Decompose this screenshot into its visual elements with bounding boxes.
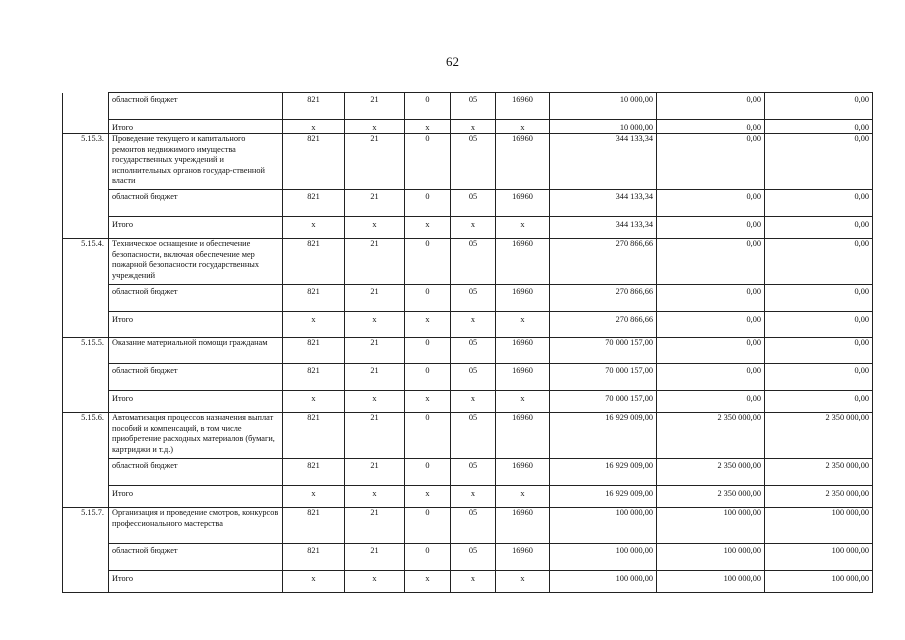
row-name: Итого	[109, 391, 283, 413]
amount-3: 2 350 000,00	[765, 459, 873, 486]
code-section: 21	[345, 239, 405, 285]
amount-2: 0,00	[657, 391, 765, 413]
code-subsection: x	[405, 391, 451, 413]
code-subsection: x	[405, 486, 451, 508]
table-row-total	[63, 571, 873, 593]
code-program: x	[451, 571, 496, 593]
code-subsection: x	[405, 312, 451, 338]
row-number	[63, 391, 109, 413]
code-subsection: x	[405, 120, 451, 134]
code-program: 05	[451, 364, 496, 391]
code-target: 16960	[496, 544, 550, 571]
budget-table	[62, 92, 873, 593]
row-number	[63, 93, 109, 120]
code-section: x	[345, 217, 405, 239]
code-subsection: 0	[405, 93, 451, 120]
code-ministry: 821	[283, 93, 345, 120]
code-program: x	[451, 486, 496, 508]
amount-3: 0,00	[765, 93, 873, 120]
row-name: областной бюджет	[109, 459, 283, 486]
page-number: 62	[446, 54, 459, 69]
amount-3: 0,00	[765, 391, 873, 413]
code-subsection: x	[405, 571, 451, 593]
code-program: x	[451, 312, 496, 338]
amount-2: 0,00	[657, 134, 765, 190]
table-row-regional-budget	[63, 93, 873, 120]
amount-2: 0,00	[657, 217, 765, 239]
code-target: x	[496, 486, 550, 508]
table-body	[63, 93, 873, 593]
code-program: 05	[451, 508, 496, 544]
amount-3: 2 350 000,00	[765, 486, 873, 508]
code-target: 16960	[496, 190, 550, 217]
code-program: 05	[451, 338, 496, 364]
code-target: 16960	[496, 508, 550, 544]
code-program: 05	[451, 413, 496, 459]
amount-1: 270 866,66	[550, 285, 657, 312]
row-number	[63, 120, 109, 134]
row-number	[63, 312, 109, 338]
code-subsection: 0	[405, 413, 451, 459]
code-target: x	[496, 312, 550, 338]
code-program: 05	[451, 190, 496, 217]
amount-3: 0,00	[765, 364, 873, 391]
amount-3: 2 350 000,00	[765, 413, 873, 459]
code-program: 05	[451, 134, 496, 190]
amount-2: 2 350 000,00	[657, 413, 765, 459]
code-ministry: 821	[283, 413, 345, 459]
row-name: областной бюджет	[109, 544, 283, 571]
amount-3: 0,00	[765, 338, 873, 364]
amount-2: 0,00	[657, 190, 765, 217]
row-number: 5.15.6.	[63, 413, 109, 459]
code-subsection: 0	[405, 364, 451, 391]
amount-3: 0,00	[765, 120, 873, 134]
code-section: 21	[345, 190, 405, 217]
code-ministry: 821	[283, 190, 345, 217]
code-section: 21	[345, 544, 405, 571]
code-program: x	[451, 391, 496, 413]
code-program: 05	[451, 239, 496, 285]
row-number: 5.15.3.	[63, 134, 109, 190]
amount-1: 100 000,00	[550, 571, 657, 593]
row-name: Организация и проведение смотров, конкурсов профессионального мастерства	[109, 508, 283, 544]
amount-1: 344 133,34	[550, 217, 657, 239]
row-name: Итого	[109, 217, 283, 239]
code-section: 21	[345, 338, 405, 364]
table-row-item	[63, 508, 873, 544]
table-row-total	[63, 486, 873, 508]
code-section: x	[345, 120, 405, 134]
code-section: 21	[345, 508, 405, 544]
code-target: 16960	[496, 459, 550, 486]
row-number	[63, 217, 109, 239]
amount-2: 100 000,00	[657, 508, 765, 544]
code-program: x	[451, 217, 496, 239]
code-ministry: 821	[283, 285, 345, 312]
amount-3: 0,00	[765, 134, 873, 190]
table-row-total	[63, 312, 873, 338]
code-subsection: 0	[405, 134, 451, 190]
table-row-total	[63, 391, 873, 413]
amount-2: 0,00	[657, 364, 765, 391]
table-row-total	[63, 217, 873, 239]
table-row-regional-budget	[63, 190, 873, 217]
row-name: Автоматизация процессов назначения выплат пособий и компенсаций, в том числе приобретение расходных материалов (бумаги, картриджи и т.д.)	[109, 413, 283, 459]
code-subsection: 0	[405, 285, 451, 312]
amount-1: 70 000 157,00	[550, 338, 657, 364]
code-section: x	[345, 486, 405, 508]
amount-3: 100 000,00	[765, 508, 873, 544]
code-ministry: x	[283, 217, 345, 239]
code-section: x	[345, 391, 405, 413]
amount-1: 10 000,00	[550, 120, 657, 134]
amount-1: 344 133,34	[550, 134, 657, 190]
code-section: x	[345, 571, 405, 593]
amount-3: 0,00	[765, 285, 873, 312]
code-section: 21	[345, 285, 405, 312]
row-number	[63, 285, 109, 312]
amount-3: 100 000,00	[765, 571, 873, 593]
row-number	[63, 486, 109, 508]
row-name: Оказание материальной помощи гражданам	[109, 338, 283, 364]
code-subsection: 0	[405, 544, 451, 571]
table-row-item	[63, 134, 873, 190]
code-target: x	[496, 391, 550, 413]
row-number: 5.15.5.	[63, 338, 109, 364]
code-ministry: 821	[283, 364, 345, 391]
code-ministry: x	[283, 391, 345, 413]
amount-1: 70 000 157,00	[550, 364, 657, 391]
amount-1: 344 133,34	[550, 190, 657, 217]
code-ministry: 821	[283, 338, 345, 364]
code-target: x	[496, 120, 550, 134]
row-name: областной бюджет	[109, 285, 283, 312]
row-number	[63, 364, 109, 391]
code-section: 21	[345, 93, 405, 120]
code-target: 16960	[496, 338, 550, 364]
amount-1: 100 000,00	[550, 544, 657, 571]
code-section: 21	[345, 364, 405, 391]
amount-1: 10 000,00	[550, 93, 657, 120]
row-number	[63, 459, 109, 486]
row-name: Итого	[109, 312, 283, 338]
code-subsection: x	[405, 217, 451, 239]
amount-3: 0,00	[765, 190, 873, 217]
code-program: 05	[451, 544, 496, 571]
amount-1: 16 929 009,00	[550, 486, 657, 508]
code-program: x	[451, 120, 496, 134]
row-name: Итого	[109, 486, 283, 508]
code-ministry: 821	[283, 508, 345, 544]
row-number	[63, 544, 109, 571]
amount-2: 0,00	[657, 120, 765, 134]
amount-2: 0,00	[657, 93, 765, 120]
row-name: Техническое оснащение и обеспечение безопасности, включая обеспечение мер пожарной безопасности государственных учреждений	[109, 239, 283, 285]
amount-2: 0,00	[657, 239, 765, 285]
code-ministry: x	[283, 120, 345, 134]
table-row-total	[63, 120, 873, 134]
code-subsection: 0	[405, 459, 451, 486]
code-target: 16960	[496, 134, 550, 190]
code-target: 16960	[496, 93, 550, 120]
amount-2: 0,00	[657, 338, 765, 364]
amount-3: 0,00	[765, 217, 873, 239]
code-subsection: 0	[405, 190, 451, 217]
code-target: 16960	[496, 285, 550, 312]
amount-3: 0,00	[765, 312, 873, 338]
amount-2: 2 350 000,00	[657, 459, 765, 486]
code-ministry: x	[283, 571, 345, 593]
row-name: областной бюджет	[109, 364, 283, 391]
amount-2: 100 000,00	[657, 571, 765, 593]
amount-1: 270 866,66	[550, 239, 657, 285]
code-target: x	[496, 571, 550, 593]
code-ministry: 821	[283, 459, 345, 486]
row-number: 5.15.4.	[63, 239, 109, 285]
code-subsection: 0	[405, 508, 451, 544]
row-name: областной бюджет	[109, 190, 283, 217]
row-name: Итого	[109, 571, 283, 593]
amount-2: 2 350 000,00	[657, 486, 765, 508]
table-row-regional-budget	[63, 364, 873, 391]
amount-1: 16 929 009,00	[550, 413, 657, 459]
table-row-regional-budget	[63, 285, 873, 312]
amount-2: 0,00	[657, 285, 765, 312]
code-ministry: 821	[283, 239, 345, 285]
code-section: 21	[345, 459, 405, 486]
code-section: 21	[345, 413, 405, 459]
amount-1: 16 929 009,00	[550, 459, 657, 486]
amount-2: 0,00	[657, 312, 765, 338]
amount-3: 100 000,00	[765, 544, 873, 571]
amount-1: 270 866,66	[550, 312, 657, 338]
row-number	[63, 190, 109, 217]
amount-1: 70 000 157,00	[550, 391, 657, 413]
code-section: x	[345, 312, 405, 338]
code-section: 21	[345, 134, 405, 190]
row-name: областной бюджет	[109, 93, 283, 120]
code-ministry: 821	[283, 544, 345, 571]
code-subsection: 0	[405, 239, 451, 285]
code-ministry: 821	[283, 134, 345, 190]
code-ministry: x	[283, 312, 345, 338]
table-row-regional-budget	[63, 459, 873, 486]
code-ministry: x	[283, 486, 345, 508]
amount-2: 100 000,00	[657, 544, 765, 571]
code-program: 05	[451, 285, 496, 312]
table-row-item	[63, 239, 873, 285]
code-target: 16960	[496, 413, 550, 459]
code-target: x	[496, 217, 550, 239]
code-subsection: 0	[405, 338, 451, 364]
row-name: Итого	[109, 120, 283, 134]
code-target: 16960	[496, 239, 550, 285]
amount-3: 0,00	[765, 239, 873, 285]
row-name: Проведение текущего и капитального ремонтов недвижимого имущества государственных учреждений и исполнительных органов государ-ственной власти	[109, 134, 283, 190]
table-row-item	[63, 413, 873, 459]
table-row-item	[63, 338, 873, 364]
code-program: 05	[451, 93, 496, 120]
code-program: 05	[451, 459, 496, 486]
table-row-regional-budget	[63, 544, 873, 571]
code-target: 16960	[496, 364, 550, 391]
row-number	[63, 571, 109, 593]
amount-1: 100 000,00	[550, 508, 657, 544]
row-number: 5.15.7.	[63, 508, 109, 544]
